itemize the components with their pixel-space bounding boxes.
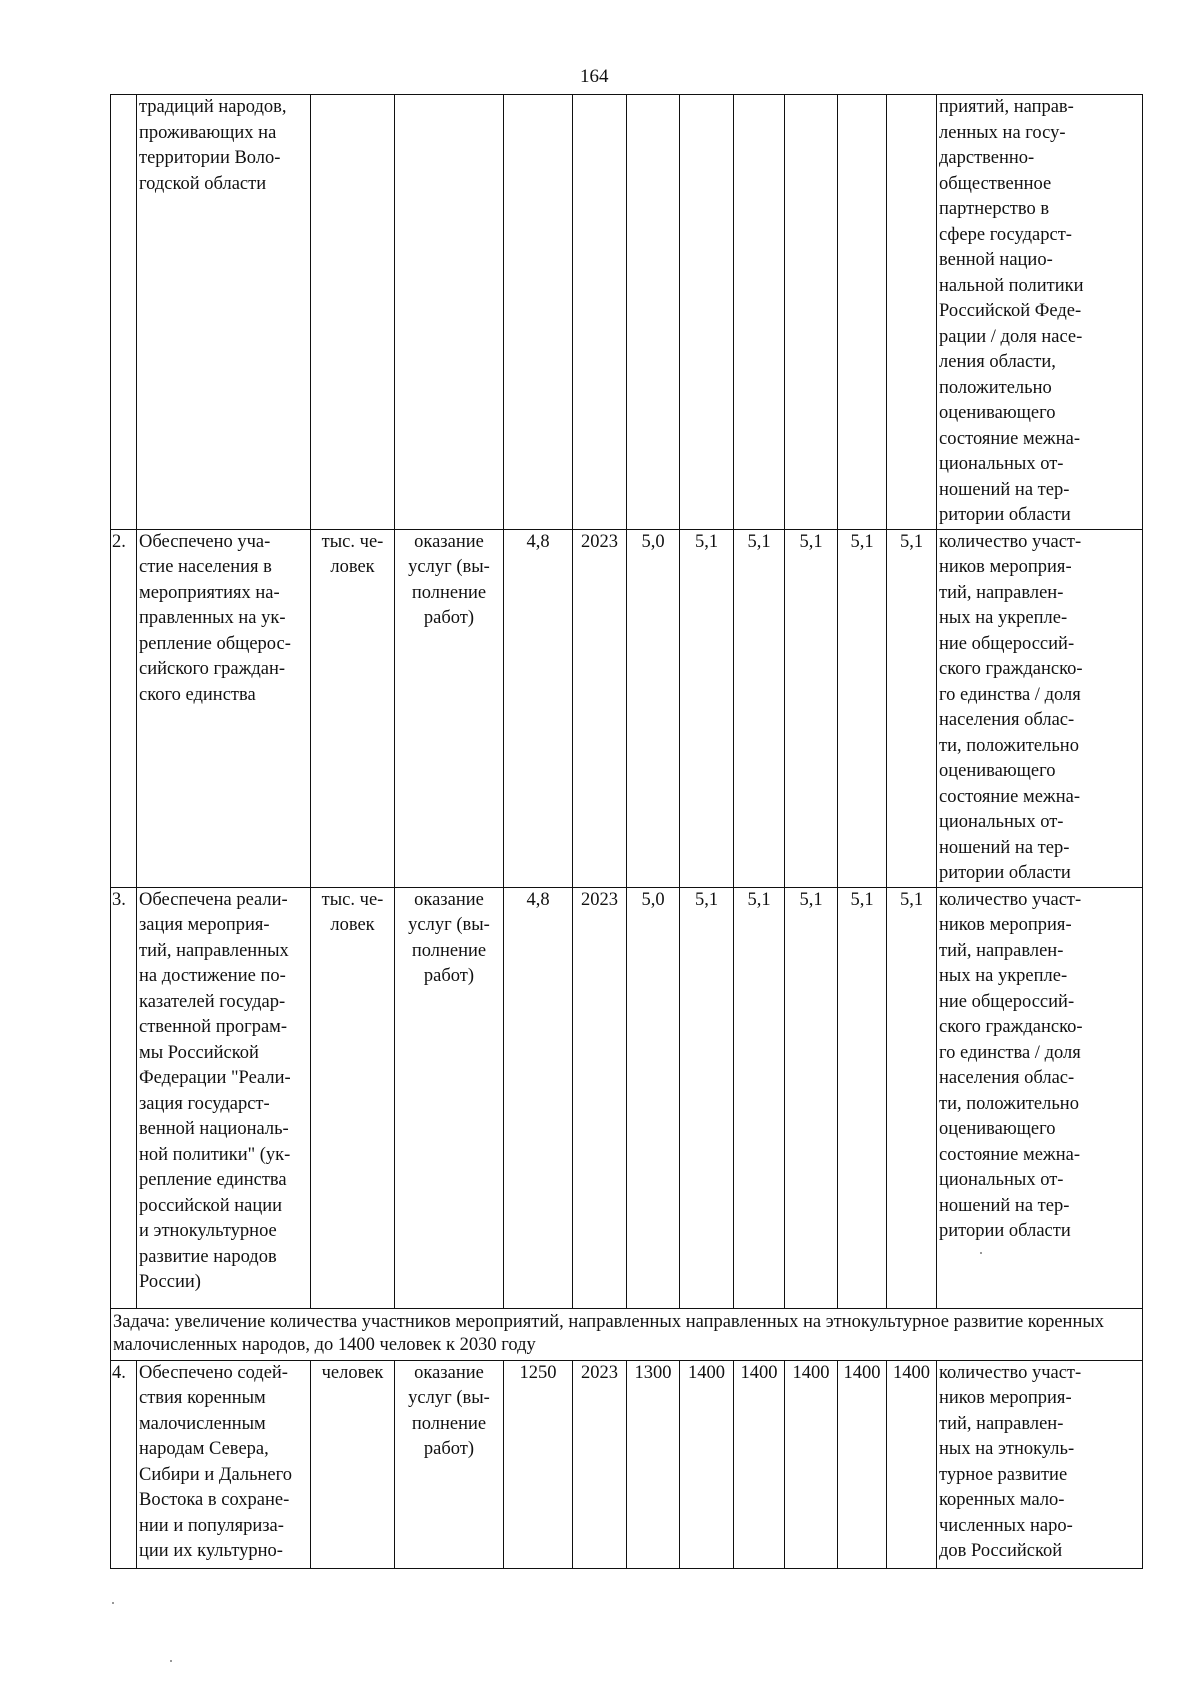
row-number: 3.	[111, 887, 137, 1308]
result-name: традиций народов, проживающих на территории Воло- годской области	[137, 95, 311, 530]
value-6: 5,1	[887, 529, 937, 887]
value-1	[627, 95, 680, 530]
table-row	[111, 529, 1143, 887]
task-text: Задача: увеличение количества участников мероприятий, направленных направленных на этнокультурное развитие коренных малочисленных народов, до 1400 человек к 2030 году	[111, 1308, 1143, 1360]
task-row	[111, 1308, 1143, 1360]
indicator: количество участ- ников мероприя- тий, направлен- ных на укрепле- ние общероссий- ского гражданско- го единства / доля населения облас- ти, положительно оценивающего состояние межна- циональных от- ношений на тер- ритории области	[937, 887, 1143, 1308]
unit: тыс. че- ловек	[311, 887, 395, 1308]
results-table	[110, 94, 1143, 1569]
value-5: 5,1	[838, 529, 887, 887]
base-value: 4,8	[504, 529, 573, 887]
base-value: 4,8	[504, 887, 573, 1308]
value-2: 5,1	[680, 887, 734, 1308]
value-3: 5,1	[734, 529, 785, 887]
row-number: 4.	[111, 1360, 137, 1568]
result-name: Обеспечено содей- ствия коренным малочисленным народам Севера, Сибири и Дальнего Востока в сохране- нии и популяриза- ции их культурно-	[137, 1360, 311, 1568]
scan-speck	[112, 1602, 114, 1604]
value-4: 5,1	[785, 887, 838, 1308]
value-6	[887, 95, 937, 530]
row-number: 2.	[111, 529, 137, 887]
result-type: оказание услуг (вы- полнение работ)	[395, 1360, 504, 1568]
table-row	[111, 1360, 1143, 1568]
scan-speck	[170, 1660, 172, 1662]
value-6: 1400	[887, 1360, 937, 1568]
indicator: количество участ- ников мероприя- тий, направлен- ных на этнокуль- турное развитие коренных мало- численных наро- дов Российской	[937, 1360, 1143, 1568]
row-number	[111, 95, 137, 530]
value-1: 5,0	[627, 529, 680, 887]
base-value	[504, 95, 573, 530]
indicator: количество участ- ников мероприя- тий, направлен- ных на укрепле- ние общероссий- ского гражданско- го единства / доля населения облас- ти, положительно оценивающего состояние межна- циональных от- ношений на тер- ритории области	[937, 529, 1143, 887]
base-year: 2023	[573, 1360, 627, 1568]
value-1: 5,0	[627, 887, 680, 1308]
base-year: 2023	[573, 529, 627, 887]
indicator: приятий, направ- ленных на госу- дарственно- общественное партнерство в сфере государст- венной нацио- нальной политики Российской Феде- рации / доля насе- ления области, положительно оценивающего состояние межна- циональных от- ношений на тер- ритории области	[937, 95, 1143, 530]
result-name: Обеспечена реали- зация мероприя- тий, направленных на достижение по- казателей государ- ственной програм- мы Российской Федерации "Реали- зация государст- венной националь- ной политики" (ук- репление единства российской нации и этнокультурное развитие народов России)	[137, 887, 311, 1308]
value-6: 5,1	[887, 887, 937, 1308]
value-5: 5,1	[838, 887, 887, 1308]
result-type	[395, 95, 504, 530]
value-3: 5,1	[734, 887, 785, 1308]
value-1: 1300	[627, 1360, 680, 1568]
value-4: 5,1	[785, 529, 838, 887]
result-type: оказание услуг (вы- полнение работ)	[395, 887, 504, 1308]
value-2: 1400	[680, 1360, 734, 1568]
unit: человек	[311, 1360, 395, 1568]
result-type: оказание услуг (вы- полнение работ)	[395, 529, 504, 887]
table-row	[111, 887, 1143, 1308]
value-2: 5,1	[680, 529, 734, 887]
base-value: 1250	[504, 1360, 573, 1568]
value-5	[838, 95, 887, 530]
table-row	[111, 95, 1143, 530]
base-year: 2023	[573, 887, 627, 1308]
page-number: 164	[580, 66, 609, 87]
value-3	[734, 95, 785, 530]
value-5: 1400	[838, 1360, 887, 1568]
scan-speck	[980, 1252, 982, 1254]
value-4: 1400	[785, 1360, 838, 1568]
unit	[311, 95, 395, 530]
base-year	[573, 95, 627, 530]
value-4	[785, 95, 838, 530]
result-name: Обеспечено уча- стие населения в мероприятиях на- правленных на ук- репление общерос- сийского граждан- ского единства	[137, 529, 311, 887]
value-2	[680, 95, 734, 530]
value-3: 1400	[734, 1360, 785, 1568]
unit: тыс. че- ловек	[311, 529, 395, 887]
